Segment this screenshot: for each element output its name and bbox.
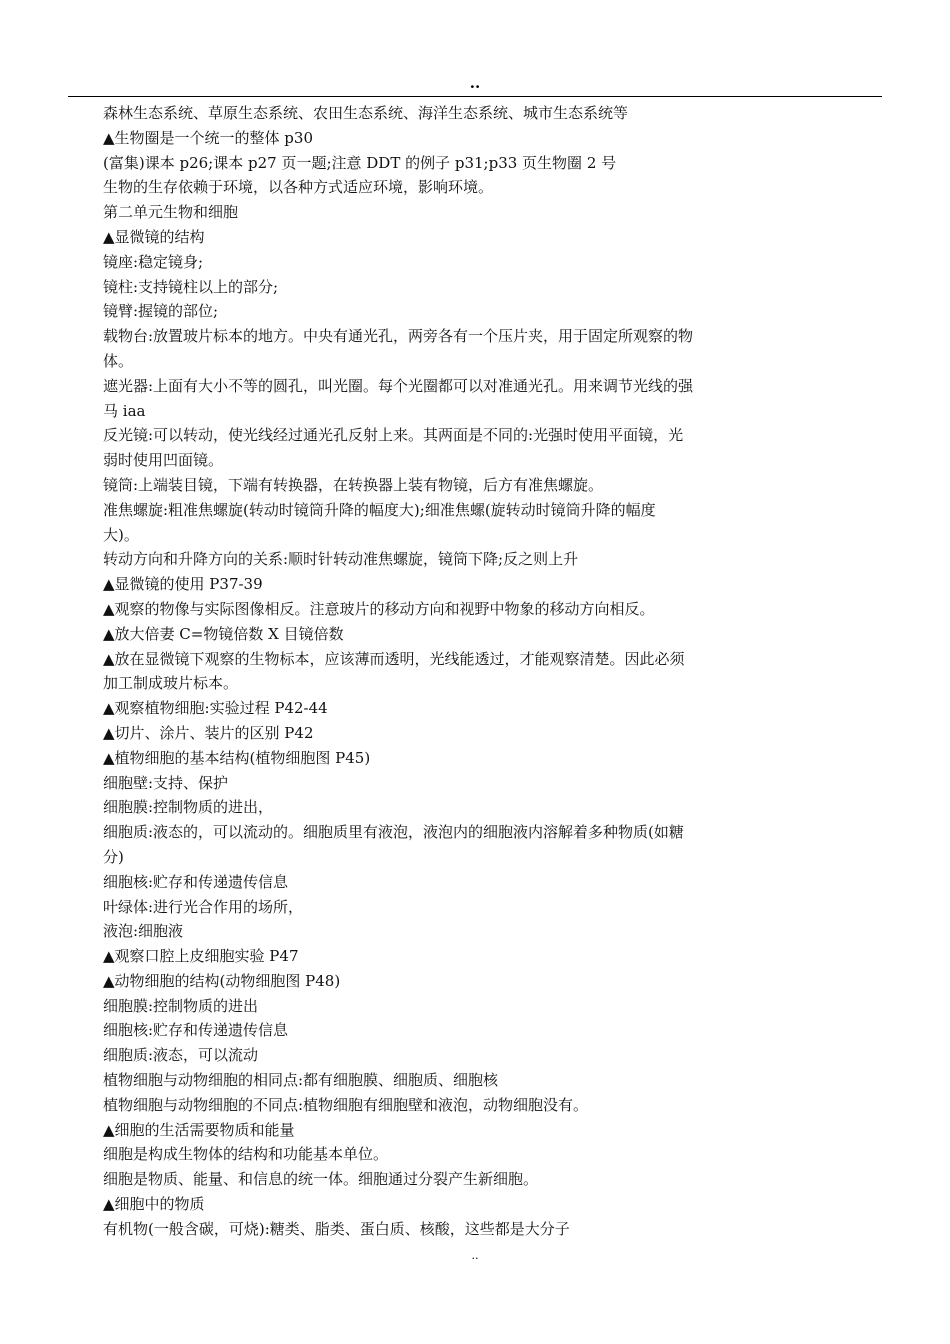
text-line: 镜柱:支持镜柱以上的部分;: [103, 277, 279, 296]
text-line: 细胞膜:控制物质的进出: [103, 996, 259, 1015]
text-line: 生物的生存依赖于环境，以各种方式适应环境，影响环境。: [103, 178, 494, 197]
text-line: 镜座:稳定镜身;: [103, 252, 204, 271]
text-line: 细胞质:液态的，可以流动的。细胞质里有液泡，液泡内的细胞液内溶解着多种物质(如糖: [103, 823, 684, 842]
text-line: 转动方向和升降方向的关系:顺时针转动准焦螺旋，镜筒下降;反之则上升: [103, 550, 579, 569]
text-line: ▲生物圈是一个统一的整体 p30: [103, 128, 313, 147]
text-line: 叶绿体:进行光合作用的场所，: [103, 897, 304, 916]
text-line: 细胞质:液态，可以流动: [103, 1046, 259, 1065]
section-heading: 第二单元生物和细胞: [103, 203, 239, 222]
text-line: 马 iaa: [103, 401, 146, 420]
text-line: ▲观察植物细胞:实验过程 P42-44: [103, 699, 328, 718]
text-line: 弱时使用凹面镜。: [103, 451, 224, 470]
text-line: ▲植物细胞的基本结构(植物细胞图 P45): [103, 748, 371, 767]
text-line: 细胞膜:控制物质的进出，: [103, 798, 274, 817]
body-text: [103, 101, 783, 1242]
text-line: 分): [103, 847, 124, 866]
text-line: 液泡:细胞液: [103, 922, 184, 941]
text-line: ▲动物细胞的结构(动物细胞图 P48): [103, 971, 341, 990]
text-line: 细胞壁:支持、保护: [103, 773, 229, 792]
text-line: 植物细胞与动物细胞的相同点:都有细胞膜、细胞质、细胞核: [103, 1071, 499, 1090]
header-mark: ..: [469, 74, 481, 92]
text-line: 镜筒:上端装目镜，下端有转换器，在转换器上装有物镜，后方有准焦螺旋。: [103, 475, 604, 494]
text-line: 大)。: [103, 525, 139, 544]
text-line: 细胞是构成生物体的结构和功能基本单位。: [103, 1145, 389, 1164]
text-line: 载物台:放置玻片标本的地方。中央有通光孔，两旁各有一个压片夹，用于固定所观察的物: [103, 327, 694, 346]
footer-mark: ..: [471, 1249, 479, 1262]
text-line: 有机物(一般含碳，可烧):糖类、脂类、蛋白质、核酸，这些都是大分子: [103, 1219, 570, 1238]
text-line: ▲细胞的生活需要物质和能量: [103, 1120, 295, 1139]
text-line: 遮光器:上面有大小不等的圆孔，叫光圈。每个光圈都可以对准通光孔。用来调节光线的强: [103, 376, 694, 395]
text-line: ▲显微镜的使用 P37-39: [103, 575, 263, 594]
text-line: ▲细胞中的物质: [103, 1195, 205, 1214]
text-line: 细胞是物质、能量、和信息的统一体。细胞通过分裂产生新细胞。: [103, 1170, 539, 1189]
text-line: 植物细胞与动物细胞的不同点:植物细胞有细胞壁和液泡，动物细胞没有。: [103, 1095, 589, 1114]
text-line: 镜臂:握镜的部位;: [103, 302, 219, 321]
text-line: ▲观察的物像与实际图像相反。注意玻片的移动方向和视野中物象的移动方向相反。: [103, 599, 655, 618]
text-line: 反光镜:可以转动，使光线经过通光孔反射上来。其两面是不同的:光强时使用平面镜，光: [103, 426, 684, 445]
header-rule: [68, 96, 882, 97]
text-line: 细胞核:贮存和传递遗传信息: [103, 872, 289, 891]
text-line: 体。: [103, 351, 134, 370]
text-line: 森林生态系统、草原生态系统、农田生态系统、海洋生态系统、城市生态系统等: [103, 104, 629, 122]
text-line: 细胞核:贮存和传递遗传信息: [103, 1021, 289, 1040]
text-line: ▲显微镜的结构: [103, 227, 205, 246]
text-line: 加工制成玻片标本。: [103, 674, 239, 693]
text-line: ▲放在显微镜下观察的生物标本，应该薄而透明，光线能透过，才能观察清楚。因此必须: [103, 649, 685, 668]
text-line: (富集)课本 p26;课本 p27 页一题;注意 DDT 的例子 p31;p33 页生物圈 2 号: [103, 153, 617, 172]
text-line: 准焦螺旋:粗准焦螺旋(转动时镜筒升降的幅度大);细准焦螺(旋转动时镜筒升降的幅度: [103, 500, 656, 519]
text-line: ▲放大倍妻 C=物镜倍数 X 目镜倍数: [103, 624, 344, 643]
text-line: ▲观察口腔上皮细胞实验 P47: [103, 947, 299, 966]
text-line: ▲切片、涂片、装片的区别 P42: [103, 723, 314, 742]
